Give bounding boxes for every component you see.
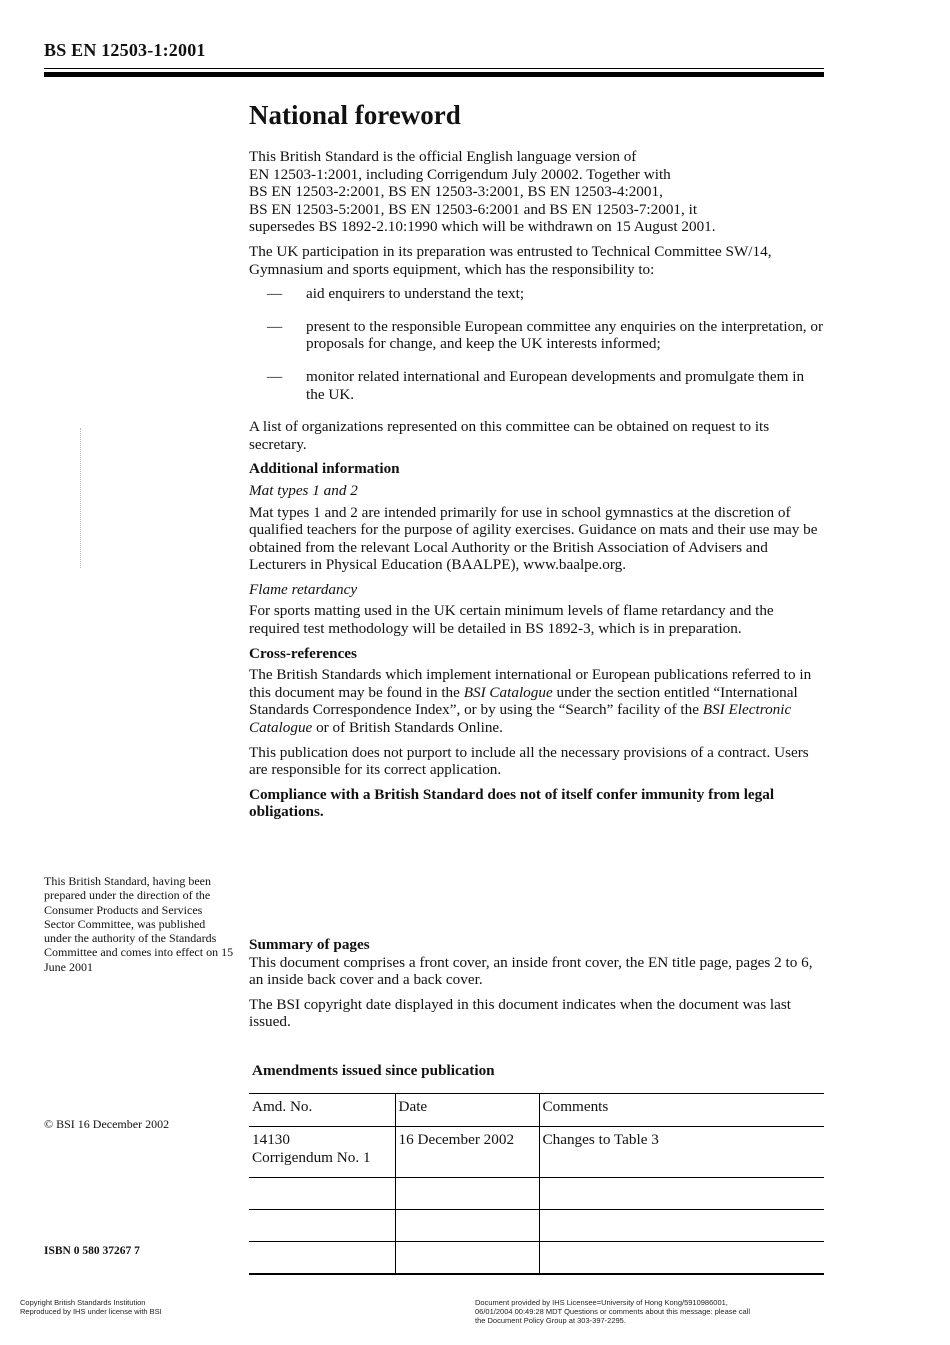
- amd-no-cell: [249, 1127, 395, 1178]
- sidebar-note: This British Standard, having been prepared under the direction of the Consumer Products and Services Sector Committee, was published under the authority of the Standards Committee and comes into effect on 15 June 2001: [44, 874, 234, 974]
- footer-line: Reproduced by IHS under license with BSI: [20, 1307, 162, 1316]
- empty-cell: [395, 1178, 539, 1210]
- empty-cell: [395, 1242, 539, 1275]
- crossref-text: or of British Standards Online.: [312, 719, 503, 737]
- table-row-empty: [249, 1210, 824, 1242]
- participation-paragraph: The UK participation in its preparation was entrusted to Technical Committee SW/14, Gymnasium and sports equipment, which has the responsibility to:: [249, 242, 772, 278]
- crossref-text: The British Standards which implement international or European publications referred to in this document may be found in the: [249, 666, 812, 701]
- intro-line: This British Standard is the official English language version of: [249, 148, 637, 165]
- amd-corrigendum: Corrigendum No. 1: [252, 1148, 371, 1166]
- table-row-empty: [249, 1178, 824, 1210]
- summary-paragraph: This document comprises a front cover, an inside front cover, the EN title page, pages 2 to 6, an inside back cover and a back cover.: [249, 953, 813, 989]
- amendments-title: Amendments issued since publication: [252, 1062, 495, 1079]
- footer-copyright: [20, 1298, 320, 1316]
- list-item-text: aid enquirers to understand the text;: [306, 285, 525, 303]
- empty-cell: [539, 1242, 824, 1275]
- summary-heading: Summary of pages: [249, 936, 370, 953]
- list-item: [249, 368, 824, 403]
- copyright-date-paragraph: The BSI copyright date displayed in this document indicates when the document was last issued.: [249, 995, 791, 1031]
- empty-cell: [249, 1178, 395, 1210]
- foreword-body: [249, 148, 824, 828]
- isbn: ISBN 0 580 37267 7: [44, 1245, 140, 1257]
- header-rule-thin: [44, 68, 824, 69]
- footer-line: 06/01/2004 00:49:28 MDT Questions or comments about this message: please call: [475, 1307, 751, 1316]
- column-header-date: Date: [395, 1094, 539, 1127]
- bsi-catalogue-title: BSI Catalogue: [463, 683, 553, 701]
- cross-references-paragraph: [249, 666, 824, 736]
- amd-number: 14130: [252, 1131, 290, 1148]
- amendments-table: [249, 1093, 824, 1275]
- contract-paragraph: This publication does not purport to include all the necessary provisions of a contract. Users are responsible for its correct application.: [249, 743, 809, 779]
- intro-line: BS EN 12503-5:2001, BS EN 12503-6:2001 and BS EN 12503-7:2001, it: [249, 200, 698, 218]
- list-item: [249, 318, 824, 353]
- bsi-electronic-catalogue-title: BSI Electronic Catalogue: [249, 701, 792, 737]
- page-title: National foreword: [249, 100, 461, 130]
- additional-info-heading: Additional information: [249, 460, 400, 478]
- table-row-empty: [249, 1242, 824, 1275]
- footer-line: the Document Policy Group at 303-397-2295.: [475, 1316, 626, 1325]
- footer-line: Document provided by IHS Licensee=University of Hong Kong/5910986001,: [475, 1298, 728, 1307]
- list-item-text: monitor related international and European developments and promulgate them in the UK.: [306, 367, 805, 403]
- dash-bullet: —: [267, 367, 283, 385]
- crossref-text: under the section entitled “International Standards Correspondence Index”, or by using the “Search” facility of the: [249, 683, 798, 719]
- empty-cell: [539, 1210, 824, 1242]
- intro-line: EN 12503-1:2001, including Corrigendum July 20002. Together with: [249, 165, 671, 183]
- list-item: [249, 285, 824, 303]
- column-header-amd-no: Amd. No.: [249, 1094, 395, 1127]
- intro-line: supersedes BS 1892-2.10:1990 which will be withdrawn on 15 August 2001.: [249, 218, 716, 236]
- sidebar-copyright: © BSI 16 December 2002: [44, 1117, 170, 1131]
- date-cell: 16 December 2002: [395, 1127, 539, 1178]
- empty-cell: [395, 1210, 539, 1242]
- flame-retardancy-paragraph: For sports matting used in the UK certain minimum levels of flame retardancy and the required test methodology will be detailed in BS 1892-3, which is in preparation.: [249, 602, 774, 638]
- dash-bullet: —: [267, 285, 283, 303]
- flame-retardancy-heading: Flame retardancy: [249, 580, 358, 598]
- margin-marker: [80, 428, 82, 568]
- intro-line: BS EN 12503-2:2001, BS EN 12503-3:2001, BS EN 12503-4:2001,: [249, 183, 663, 201]
- list-item-text: present to the responsible European committee any enquiries on the interpretation, or proposals for change, and keep the UK interests informed;: [306, 317, 824, 353]
- header-rule-thick: [44, 72, 824, 77]
- footer-line: Copyright British Standards Institution: [20, 1298, 146, 1307]
- document-id: BS EN 12503-1:2001: [44, 40, 206, 60]
- mat-types-paragraph: Mat types 1 and 2 are intended primarily for use in school gymnastics at the discretion of qualified teachers for the purpose of agility exercises. Guidance on mats and their use may be obtained from the relevant Local Authority or the British Association of Advisers and Lecturers in Physical Education (BAALPE), www.baalpe.org.: [249, 503, 818, 574]
- summary-section: [249, 936, 824, 1038]
- compliance-statement: Compliance with a British Standard does not of itself confer immunity from legal obligations.: [249, 785, 775, 821]
- table-header-row: [249, 1094, 824, 1127]
- column-header-comments: Comments: [539, 1094, 824, 1127]
- footer-license-info: [475, 1298, 795, 1325]
- empty-cell: [249, 1210, 395, 1242]
- intro-paragraph: [249, 148, 824, 236]
- cross-references-heading: Cross-references: [249, 644, 357, 662]
- organizations-paragraph: A list of organizations represented on this committee can be obtained on request to its secretary.: [249, 418, 770, 453]
- empty-cell: [249, 1242, 395, 1275]
- comments-cell: Changes to Table 3: [539, 1127, 824, 1178]
- responsibility-list: [249, 285, 824, 403]
- empty-cell: [539, 1178, 824, 1210]
- table-row: [249, 1127, 824, 1178]
- dash-bullet: —: [267, 317, 283, 335]
- mat-types-heading: Mat types 1 and 2: [249, 481, 358, 499]
